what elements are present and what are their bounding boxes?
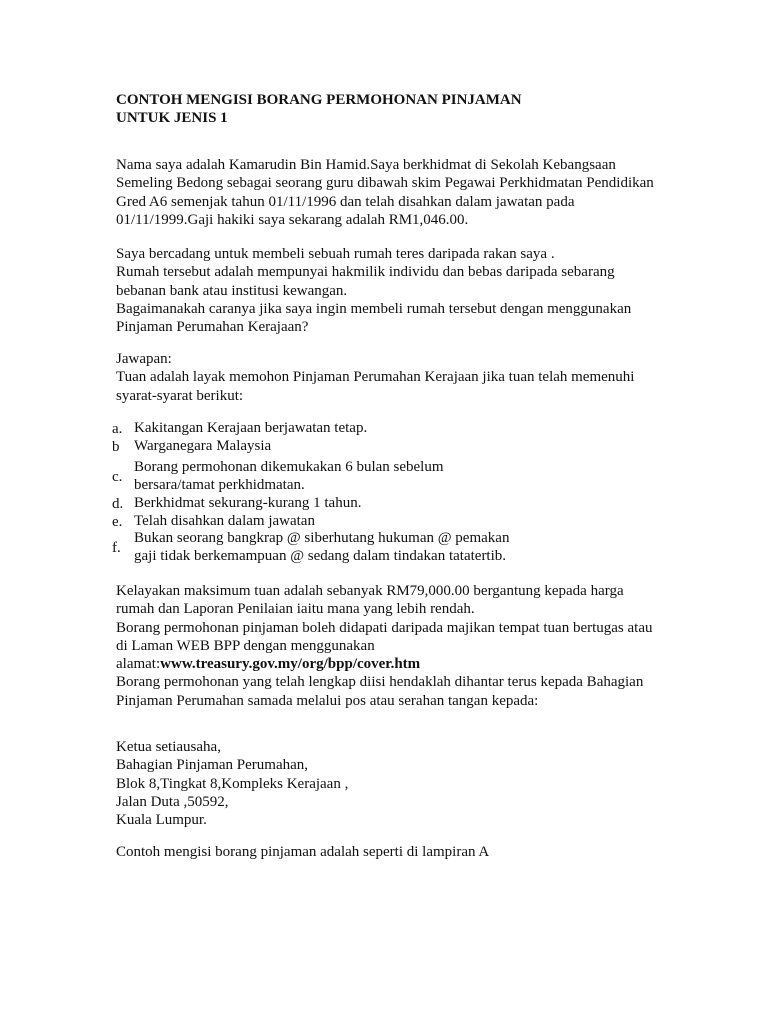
paragraph-line: Pinjaman Perumahan samada melalui pos atau serahan tangan kepada: [116, 692, 539, 709]
paragraph-line: rumah dan Laporan Penilaian iaitu mana yang lebih rendah. [116, 601, 475, 618]
answer-intro-line: syarat-syarat berikut: [116, 387, 244, 404]
paragraph-line: Borang permohonan yang telah lengkap diisi hendaklah dihantar terus kepada Bahagian [116, 674, 644, 691]
condition-text: Kakitangan Kerajaan berjawatan tetap. [134, 420, 368, 436]
paragraph-line: Gred A6 semenjak tahun 01/11/1996 dan telah disahkan dalam jawatan pada [116, 193, 575, 210]
paragraph-line: 01/11/1999.Gaji hakiki saya sekarang adalah RM1,046.00. [116, 211, 469, 228]
closing-line: Contoh mengisi borang pinjaman adalah seperti di lampiran A [116, 844, 490, 860]
paragraph-line: Pinjaman Perumahan Kerajaan? [116, 319, 309, 336]
paragraph-line: Kelayakan maksimum tuan adalah sebanyak RM79,000.00 bergantung kepada harga [116, 583, 624, 599]
paragraph-line: di Laman WEB BPP dengan menggunakan [116, 637, 375, 654]
paragraph-line: Saya bercadang untuk membeli sebuah rumah teres daripada rakan saya . [116, 246, 555, 262]
condition-text: gaji tidak berkemampuan @ sedang dalam tindakan tatatertib. [134, 547, 507, 564]
paragraph-applicant-details [116, 156, 676, 229]
answer-heading: Jawapan: [116, 351, 172, 367]
answer-section [116, 350, 676, 405]
condition-text: Warganegara Malaysia [134, 438, 272, 454]
address-line: Bahagian Pinjaman Perumahan, [116, 757, 309, 774]
address-line [116, 655, 676, 673]
paragraph-line: Semeling Bedong sebagai seorang guru dibawah skim Pegawai Perkhidmatan Pendidikan [116, 175, 654, 192]
closing-note [116, 843, 676, 861]
paragraph-line: Nama saya adalah Kamarudin Bin Hamid.Saya berkhidmat di Sekolah Kebangsaan [116, 157, 616, 173]
address-line: Jalan Duta ,50592, [116, 793, 229, 810]
website-link[interactable]: www.treasury.gov.my/org/bpp/cover.htm [160, 656, 421, 673]
condition-text: bersara/tamat perkhidmatan. [134, 476, 305, 493]
answer-intro-line: Tuan adalah layak memohon Pinjaman Perumahan Kerajaan jika tuan telah memenuhi [116, 369, 635, 386]
list-marker: c. [112, 469, 123, 485]
paragraph-line: bebanan bank atau institusi kewangan. [116, 282, 348, 299]
list-marker: d. [112, 496, 124, 512]
condition-text: Telah disahkan dalam jawatan [134, 513, 315, 529]
document-title [116, 91, 676, 127]
address-prefix: alamat: [116, 656, 161, 673]
paragraph-line: Bagaimanakah caranya jika saya ingin membeli rumah tersebut dengan menggunakan [116, 300, 632, 317]
condition-text: Berkhidmat sekurang-kurang 1 tahun. [134, 495, 362, 511]
list-marker: e. [112, 514, 123, 530]
condition-text: Borang permohonan dikemukakan 6 bulan sebelum [134, 459, 444, 475]
address-line: Ketua setiausaha, [116, 739, 221, 755]
paragraph-eligibility [116, 582, 676, 710]
list-marker: f. [112, 540, 121, 556]
list-marker: a. [112, 421, 123, 437]
paragraph-question [116, 245, 676, 336]
title-line: UNTUK JENIS 1 [116, 110, 228, 126]
mailing-address [116, 738, 676, 829]
address-line: Blok 8,Tingkat 8,Kompleks Kerajaan , [116, 775, 349, 792]
title-line: CONTOH MENGISI BORANG PERMOHONAN PINJAMAN [116, 92, 522, 108]
address-line: Kuala Lumpur. [116, 812, 207, 829]
paragraph-line: Borang permohonan pinjaman boleh didapati daripada majikan tempat tuan bertugas atau [116, 619, 653, 636]
paragraph-line: Rumah tersebut adalah mempunyai hakmilik individu dan bebas daripada sebarang [116, 264, 615, 281]
condition-text: Bukan seorang bangkrap @ siberhutang hukuman @ pemakan [134, 530, 510, 546]
list-marker: b [112, 439, 120, 455]
